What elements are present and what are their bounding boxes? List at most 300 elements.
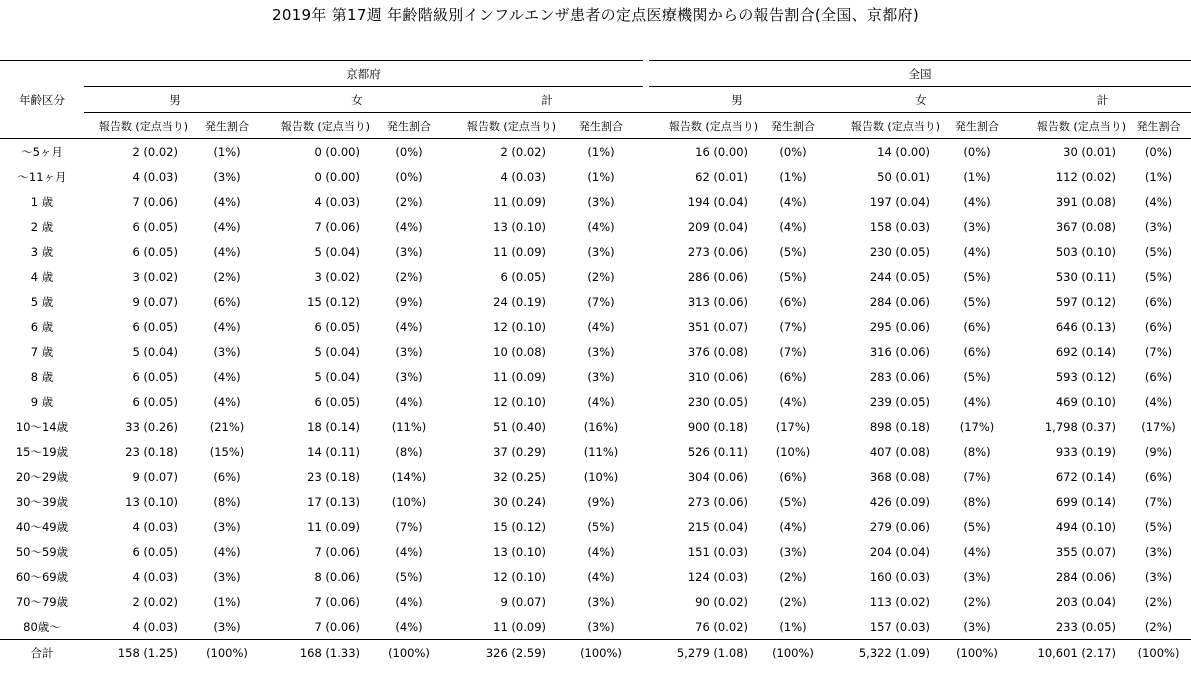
age-label: 5 歳 (30, 294, 54, 309)
ratio-header: 発生割合 (556, 113, 646, 139)
ratio-cell: (3%) (1144, 544, 1173, 559)
ratio-cell: (17%) (959, 419, 995, 434)
report-count-cell: 12 (0.10) (493, 569, 546, 584)
report-count-cell: 313 (0.06) (687, 294, 748, 309)
ratio-cell: (100%) (370, 640, 448, 667)
reports-header: 報告数 (定点当り) (448, 113, 556, 139)
age-label: 70～79歳 (15, 594, 69, 609)
ratio-cell: (1%) (779, 169, 807, 184)
age-label: 2 歳 (30, 219, 54, 234)
report-count-cell: 7 (0.06) (314, 544, 360, 559)
report-count-cell: 310 (0.06) (687, 369, 748, 384)
report-count-cell: 286 (0.06) (687, 269, 748, 284)
ratio-cell: (6%) (779, 369, 807, 384)
report-count-cell: 283 (0.06) (869, 369, 930, 384)
ratio-cell: (10%) (583, 469, 619, 484)
report-count-cell: 168 (1.33) (266, 640, 370, 667)
table-row (0, 239, 1191, 264)
ratio-cell: (7%) (587, 294, 615, 309)
ratio-cell: (4%) (963, 194, 991, 209)
report-count-cell: 9 (0.07) (132, 469, 178, 484)
report-count-cell: 204 (0.04) (869, 544, 930, 559)
table-row (0, 314, 1191, 339)
ratio-cell: (8%) (213, 494, 241, 509)
report-count-cell: 6 (0.05) (314, 394, 360, 409)
reports-header: 報告数 (定点当り) (84, 113, 188, 139)
ratio-cell: (7%) (1144, 344, 1173, 359)
report-count-cell: 5 (0.04) (314, 344, 360, 359)
page-title: 2019年 第17週 年齢階級別インフルエンザ患者の定点医療機関からの報告割合(全国、京都府) (271, 6, 919, 24)
ratio-cell: (5%) (963, 294, 991, 309)
report-count-cell: 158 (0.03) (869, 219, 930, 234)
report-count-cell: 230 (0.05) (869, 244, 930, 259)
table-row (0, 189, 1191, 214)
ratio-cell: (4%) (779, 219, 807, 234)
report-count-cell: 1,798 (0.37) (1044, 419, 1116, 434)
ratio-header: 発生割合 (940, 113, 1014, 139)
report-count-cell: 5 (0.04) (314, 369, 360, 384)
national-female-header: 女 (828, 87, 1014, 113)
report-count-cell: 113 (0.02) (869, 594, 930, 609)
report-count-cell: 215 (0.04) (687, 519, 748, 534)
kyoto-total-header: 計 (448, 87, 646, 113)
ratio-cell: (4%) (213, 544, 241, 559)
report-count-cell: 6 (0.05) (132, 544, 178, 559)
report-count-cell: 51 (0.40) (493, 419, 546, 434)
report-count-cell: 8 (0.06) (314, 569, 360, 584)
ratio-cell: (2%) (213, 269, 241, 284)
age-label: 80歳～ (23, 619, 61, 634)
ratio-cell: (4%) (1144, 394, 1173, 409)
ratio-cell: (6%) (779, 469, 807, 484)
table-row (0, 214, 1191, 239)
ratio-cell: (4%) (1144, 194, 1173, 209)
ratio-cell: (4%) (779, 519, 807, 534)
age-label: 15～19歳 (15, 444, 69, 459)
age-label: 60～69歳 (15, 569, 69, 584)
ratio-cell: (10%) (391, 494, 427, 509)
report-count-cell: 7 (0.06) (132, 194, 178, 209)
report-count-cell: 6 (0.05) (500, 269, 546, 284)
ratio-cell: (4%) (587, 544, 615, 559)
total-row (0, 640, 1191, 667)
report-count-cell: 6 (0.05) (132, 369, 178, 384)
ratio-cell: (3%) (395, 369, 423, 384)
ratio-cell: (7%) (1144, 494, 1173, 509)
ratio-cell: (6%) (1144, 469, 1173, 484)
report-count-cell: 273 (0.06) (687, 244, 748, 259)
ratio-cell: (17%) (775, 419, 811, 434)
ratio-cell: (0%) (395, 169, 423, 184)
report-count-cell: 30 (0.01) (1063, 144, 1116, 159)
ratio-cell: (3%) (395, 244, 423, 259)
ratio-cell: (3%) (963, 219, 991, 234)
ratio-cell: (5%) (963, 369, 991, 384)
report-count-cell: 6 (0.05) (132, 219, 178, 234)
ratio-cell: (11%) (583, 444, 619, 459)
ratio-cell: (4%) (963, 244, 991, 259)
report-count-cell: 23 (0.18) (307, 469, 360, 484)
report-count-cell: 2 (0.02) (132, 594, 178, 609)
table-row (0, 364, 1191, 389)
ratio-cell: (5%) (587, 519, 615, 534)
ratio-cell: (5%) (779, 494, 807, 509)
ratio-cell: (4%) (587, 219, 615, 234)
report-count-cell: 6 (0.05) (132, 319, 178, 334)
ratio-cell: (4%) (395, 544, 423, 559)
report-count-cell: 0 (0.00) (314, 144, 360, 159)
table-row (0, 539, 1191, 564)
ratio-cell: (8%) (963, 494, 991, 509)
ratio-cell: (1%) (1144, 169, 1173, 184)
ratio-cell: (3%) (587, 244, 615, 259)
ratio-cell: (3%) (587, 369, 615, 384)
report-count-cell: 5,279 (1.08) (646, 640, 758, 667)
report-count-cell: 23 (0.18) (125, 444, 178, 459)
report-count-cell: 76 (0.02) (695, 619, 748, 634)
report-count-cell: 316 (0.06) (869, 344, 930, 359)
report-count-cell: 3 (0.02) (132, 269, 178, 284)
report-count-cell: 593 (0.12) (1055, 369, 1116, 384)
report-count-cell: 30 (0.24) (493, 494, 546, 509)
report-count-cell: 157 (0.03) (869, 619, 930, 634)
age-label: ～5ヶ月 (21, 144, 63, 159)
ratio-cell: (10%) (775, 444, 811, 459)
report-count-cell: 7 (0.06) (314, 594, 360, 609)
ratio-cell: (4%) (587, 394, 615, 409)
ratio-cell: (5%) (963, 519, 991, 534)
report-count-cell: 151 (0.03) (687, 544, 748, 559)
report-count-cell: 426 (0.09) (869, 494, 930, 509)
age-label: 合計 (0, 640, 84, 667)
age-label: 9 歳 (30, 394, 54, 409)
report-count-cell: 11 (0.09) (307, 519, 360, 534)
ratio-cell: (21%) (209, 419, 245, 434)
report-count-cell: 197 (0.04) (869, 194, 930, 209)
kyoto-male-header: 男 (84, 87, 266, 113)
ratio-cell: (17%) (1141, 419, 1176, 434)
report-count-cell: 526 (0.11) (687, 444, 748, 459)
ratio-cell: (2%) (1144, 619, 1173, 634)
ratio-cell: (3%) (1144, 569, 1173, 584)
ratio-cell: (4%) (213, 394, 241, 409)
ratio-cell: (1%) (587, 169, 615, 184)
ratio-header: 発生割合 (1126, 113, 1191, 139)
ratio-cell: (3%) (213, 619, 241, 634)
ratio-cell: (2%) (963, 594, 991, 609)
ratio-header: 発生割合 (188, 113, 266, 139)
ratio-cell: (9%) (1144, 444, 1173, 459)
report-count-cell: 112 (0.02) (1055, 169, 1116, 184)
report-count-cell: 376 (0.08) (687, 344, 748, 359)
report-count-cell: 284 (0.06) (1055, 569, 1116, 584)
ratio-cell: (2%) (1144, 594, 1173, 609)
ratio-cell: (4%) (395, 619, 423, 634)
report-count-cell: 7 (0.06) (314, 619, 360, 634)
ratio-cell: (3%) (213, 344, 241, 359)
report-count-cell: 284 (0.06) (869, 294, 930, 309)
report-count-cell: 17 (0.13) (307, 494, 360, 509)
ratio-cell: (8%) (963, 444, 991, 459)
report-count-cell: 391 (0.08) (1055, 194, 1116, 209)
ratio-cell: (4%) (587, 319, 615, 334)
ratio-cell: (7%) (963, 469, 991, 484)
ratio-cell: (7%) (779, 319, 807, 334)
ratio-cell: (1%) (779, 619, 807, 634)
ratio-cell: (4%) (963, 544, 991, 559)
report-count-cell: 3 (0.02) (314, 269, 360, 284)
report-count-cell: 50 (0.01) (877, 169, 930, 184)
ratio-cell: (4%) (213, 369, 241, 384)
ratio-cell: (1%) (587, 144, 615, 159)
report-count-cell: 326 (2.59) (448, 640, 556, 667)
ratio-cell: (11%) (391, 419, 427, 434)
report-count-cell: 13 (0.10) (125, 494, 178, 509)
report-count-cell: 469 (0.10) (1055, 394, 1116, 409)
ratio-cell: (6%) (213, 469, 241, 484)
report-count-cell: 898 (0.18) (869, 419, 930, 434)
ratio-cell: (4%) (395, 394, 423, 409)
report-count-cell: 4 (0.03) (314, 194, 360, 209)
report-count-cell: 194 (0.04) (687, 194, 748, 209)
ratio-cell: (4%) (963, 394, 991, 409)
reports-header: 報告数 (定点当り) (646, 113, 758, 139)
report-count-cell: 16 (0.00) (695, 144, 748, 159)
report-count-cell: 203 (0.04) (1055, 594, 1116, 609)
ratio-cell: (4%) (213, 244, 241, 259)
ratio-cell: (100%) (556, 640, 646, 667)
ratio-cell: (3%) (1144, 219, 1173, 234)
age-label: 40～49歳 (15, 519, 69, 534)
ratio-cell: (16%) (583, 419, 619, 434)
ratio-cell: (4%) (395, 219, 423, 234)
ratio-cell: (15%) (209, 444, 245, 459)
age-label: 4 歳 (30, 269, 54, 284)
ratio-cell: (3%) (587, 594, 615, 609)
report-count-cell: 12 (0.10) (493, 394, 546, 409)
report-count-cell: 692 (0.14) (1055, 344, 1116, 359)
ratio-cell: (100%) (940, 640, 1014, 667)
report-count-cell: 6 (0.05) (132, 394, 178, 409)
report-count-cell: 160 (0.03) (869, 569, 930, 584)
ratio-cell: (5%) (1144, 519, 1173, 534)
age-label: 1 歳 (30, 194, 54, 209)
region-kyoto-header: 京都府 (84, 61, 646, 87)
report-count-cell: 90 (0.02) (695, 594, 748, 609)
report-count-cell: 503 (0.10) (1055, 244, 1116, 259)
report-count-cell: 6 (0.05) (132, 244, 178, 259)
table-row (0, 289, 1191, 314)
report-count-cell: 367 (0.08) (1055, 219, 1116, 234)
ratio-cell: (0%) (963, 144, 991, 159)
ratio-cell: (3%) (779, 544, 807, 559)
report-count-cell: 11 (0.09) (493, 369, 546, 384)
ratio-cell: (4%) (395, 594, 423, 609)
report-count-cell: 933 (0.19) (1055, 444, 1116, 459)
report-count-cell: 158 (1.25) (84, 640, 188, 667)
ratio-cell: (14%) (391, 469, 427, 484)
ratio-cell: (2%) (587, 269, 615, 284)
table-row (0, 464, 1191, 489)
ratio-cell: (6%) (1144, 319, 1173, 334)
report-count-cell: 6 (0.05) (314, 319, 360, 334)
reports-header: 報告数 (定点当り) (266, 113, 370, 139)
ratio-cell: (6%) (779, 294, 807, 309)
report-count-cell: 900 (0.18) (687, 419, 748, 434)
report-count-cell: 15 (0.12) (493, 519, 546, 534)
ratio-cell: (5%) (963, 269, 991, 284)
influenza-report-table (0, 60, 1191, 666)
table-row (0, 164, 1191, 189)
ratio-cell: (100%) (758, 640, 828, 667)
ratio-cell: (6%) (963, 344, 991, 359)
ratio-cell: (6%) (963, 319, 991, 334)
report-count-cell: 13 (0.10) (493, 219, 546, 234)
ratio-header: 発生割合 (758, 113, 828, 139)
ratio-cell: (1%) (213, 594, 241, 609)
report-count-cell: 9 (0.07) (500, 594, 546, 609)
report-count-cell: 699 (0.14) (1055, 494, 1116, 509)
table-row (0, 614, 1191, 640)
report-count-cell: 32 (0.25) (493, 469, 546, 484)
report-count-cell: 13 (0.10) (493, 544, 546, 559)
report-count-cell: 494 (0.10) (1055, 519, 1116, 534)
report-count-cell: 14 (0.11) (307, 444, 360, 459)
ratio-cell: (4%) (779, 194, 807, 209)
ratio-cell: (2%) (779, 594, 807, 609)
report-count-cell: 7 (0.06) (314, 219, 360, 234)
ratio-cell: (100%) (188, 640, 266, 667)
ratio-cell: (4%) (779, 394, 807, 409)
national-total-header: 計 (1014, 87, 1191, 113)
report-count-cell: 62 (0.01) (695, 169, 748, 184)
age-label: 50～59歳 (15, 544, 69, 559)
ratio-cell: (4%) (213, 219, 241, 234)
table-row (0, 489, 1191, 514)
report-count-cell: 2 (0.02) (132, 144, 178, 159)
ratio-cell: (0%) (779, 144, 807, 159)
table-row (0, 264, 1191, 289)
table-row (0, 439, 1191, 464)
ratio-cell: (4%) (213, 194, 241, 209)
age-label: 8 歳 (30, 369, 54, 384)
report-count-cell: 2 (0.02) (500, 144, 546, 159)
ratio-cell: (3%) (963, 569, 991, 584)
age-label: 7 歳 (30, 344, 54, 359)
ratio-cell: (1%) (213, 144, 241, 159)
ratio-cell: (9%) (395, 294, 423, 309)
national-male-header: 男 (646, 87, 828, 113)
table-row (0, 389, 1191, 414)
report-count-cell: 304 (0.06) (687, 469, 748, 484)
ratio-cell: (5%) (779, 244, 807, 259)
ratio-cell: (4%) (395, 319, 423, 334)
ratio-cell: (9%) (587, 494, 615, 509)
table-row (0, 139, 1191, 165)
report-count-cell: 10,601 (2.17) (1014, 640, 1126, 667)
age-label: 3 歳 (30, 244, 54, 259)
ratio-cell: (2%) (779, 569, 807, 584)
ratio-cell: (3%) (213, 569, 241, 584)
reports-header: 報告数 (定点当り) (828, 113, 940, 139)
report-count-cell: 646 (0.13) (1055, 319, 1116, 334)
report-count-cell: 4 (0.03) (500, 169, 546, 184)
report-count-cell: 351 (0.07) (687, 319, 748, 334)
ratio-cell: (7%) (779, 344, 807, 359)
report-count-cell: 18 (0.14) (307, 419, 360, 434)
ratio-cell: (6%) (1144, 369, 1173, 384)
table-row (0, 589, 1191, 614)
ratio-cell: (3%) (963, 619, 991, 634)
ratio-cell: (2%) (395, 194, 423, 209)
ratio-cell: (3%) (587, 344, 615, 359)
age-label: 10～14歳 (15, 419, 69, 434)
ratio-cell: (3%) (213, 169, 241, 184)
report-count-cell: 11 (0.09) (493, 244, 546, 259)
report-count-cell: 209 (0.04) (687, 219, 748, 234)
kyoto-female-header: 女 (266, 87, 448, 113)
report-count-cell: 407 (0.08) (869, 444, 930, 459)
report-count-cell: 244 (0.05) (869, 269, 930, 284)
ratio-cell: (0%) (395, 144, 423, 159)
report-count-cell: 9 (0.07) (132, 294, 178, 309)
report-count-cell: 672 (0.14) (1055, 469, 1116, 484)
ratio-cell: (6%) (213, 294, 241, 309)
report-count-cell: 5 (0.04) (132, 344, 178, 359)
report-count-cell: 355 (0.07) (1055, 544, 1116, 559)
table-row (0, 339, 1191, 364)
ratio-cell: (3%) (213, 519, 241, 534)
report-count-cell: 4 (0.03) (132, 569, 178, 584)
ratio-cell: (4%) (587, 569, 615, 584)
report-count-cell: 4 (0.03) (132, 619, 178, 634)
report-count-cell: 230 (0.05) (687, 394, 748, 409)
region-national-header: 全国 (646, 61, 1191, 87)
report-count-cell: 24 (0.19) (493, 294, 546, 309)
table-row (0, 414, 1191, 439)
reports-header: 報告数 (定点当り) (1014, 113, 1126, 139)
ratio-cell: (1%) (963, 169, 991, 184)
report-count-cell: 0 (0.00) (314, 169, 360, 184)
table-row (0, 564, 1191, 589)
report-count-cell: 15 (0.12) (307, 294, 360, 309)
report-count-cell: 5 (0.04) (314, 244, 360, 259)
report-count-cell: 11 (0.09) (493, 194, 546, 209)
report-count-cell: 597 (0.12) (1055, 294, 1116, 309)
report-count-cell: 233 (0.05) (1055, 619, 1116, 634)
ratio-cell: (4%) (213, 319, 241, 334)
report-count-cell: 273 (0.06) (687, 494, 748, 509)
age-column-header: 年齢区分 (19, 92, 65, 107)
ratio-cell: (5%) (779, 269, 807, 284)
age-label: 6 歳 (30, 319, 54, 334)
ratio-cell: (5%) (395, 569, 423, 584)
table-row (0, 514, 1191, 539)
age-label: 30～39歳 (15, 494, 69, 509)
report-count-cell: 4 (0.03) (132, 519, 178, 534)
ratio-cell: (3%) (587, 194, 615, 209)
ratio-cell: (7%) (395, 519, 423, 534)
ratio-header: 発生割合 (370, 113, 448, 139)
report-count-cell: 10 (0.08) (493, 344, 546, 359)
age-label: ～11ヶ月 (17, 169, 67, 184)
ratio-cell: (6%) (1144, 294, 1173, 309)
report-count-cell: 14 (0.00) (877, 144, 930, 159)
ratio-cell: (8%) (395, 444, 423, 459)
ratio-cell: (100%) (1126, 640, 1191, 667)
report-count-cell: 239 (0.05) (869, 394, 930, 409)
report-count-cell: 368 (0.08) (869, 469, 930, 484)
